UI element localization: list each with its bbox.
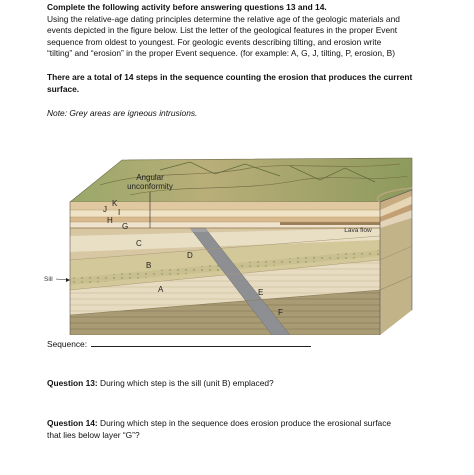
front-face-layers <box>70 202 380 335</box>
sequence-label: Sequence: <box>47 339 88 349</box>
label-j: J <box>103 205 107 214</box>
label-k: K <box>112 199 118 208</box>
geologic-block-diagram <box>40 140 440 335</box>
question-13-label: Question 13: <box>47 378 98 388</box>
unconformity-label-line-2: unconformity <box>127 182 173 191</box>
steps-note-line-1: There are a total of 14 steps in the sequence counting the erosion that produces the current <box>47 72 413 82</box>
sequence-answer-line[interactable] <box>91 345 311 347</box>
question-13-text: During which step is the sill (unit B) emplaced? <box>97 378 274 388</box>
question-14-text-line-2: that lies below layer “G”? <box>47 430 140 440</box>
label-c: C <box>136 239 142 248</box>
question-14-label: Question 14: <box>47 418 98 428</box>
question-14-text-line-1: During which step in the sequence does erosion produce the erosional surface <box>97 418 392 428</box>
activity-heading: Complete the following activity before answering questions 13 and 14. <box>47 2 327 12</box>
instructions-line-1: Using the relative-age dating principles determine the relative age of the geologic materials and <box>47 13 400 24</box>
instructions-line-3: sequence from oldest to youngest. For geologic events describing tilting, and erosion write <box>47 36 382 47</box>
label-g: G <box>122 222 129 231</box>
label-i: I <box>118 208 121 217</box>
lava-flow-label: Lava flow <box>344 227 372 234</box>
question-13 <box>47 378 467 390</box>
sill-label: Sill <box>44 276 53 283</box>
label-h: H <box>107 216 113 225</box>
label-e: E <box>258 288 264 297</box>
instructions-line-4: “tilting” and “erosion” in the proper Event sequence. (for example: A, G, J, tilting, P, erosion, B) <box>47 48 396 58</box>
label-f: F <box>278 308 283 317</box>
steps-note-line-2: surface. <box>47 84 80 94</box>
unconformity-label-line-1: Angular <box>136 173 164 182</box>
instructions-line-2: events depicted in the figure below. List the letter of the geological features in the proper Event <box>47 25 398 35</box>
igneous-note: Note: Grey areas are igneous intrusions. <box>47 108 198 118</box>
side-face-layers <box>380 190 412 335</box>
question-14 <box>47 418 467 430</box>
label-b: B <box>146 261 152 270</box>
label-a: A <box>158 285 164 294</box>
label-d: D <box>187 251 193 260</box>
